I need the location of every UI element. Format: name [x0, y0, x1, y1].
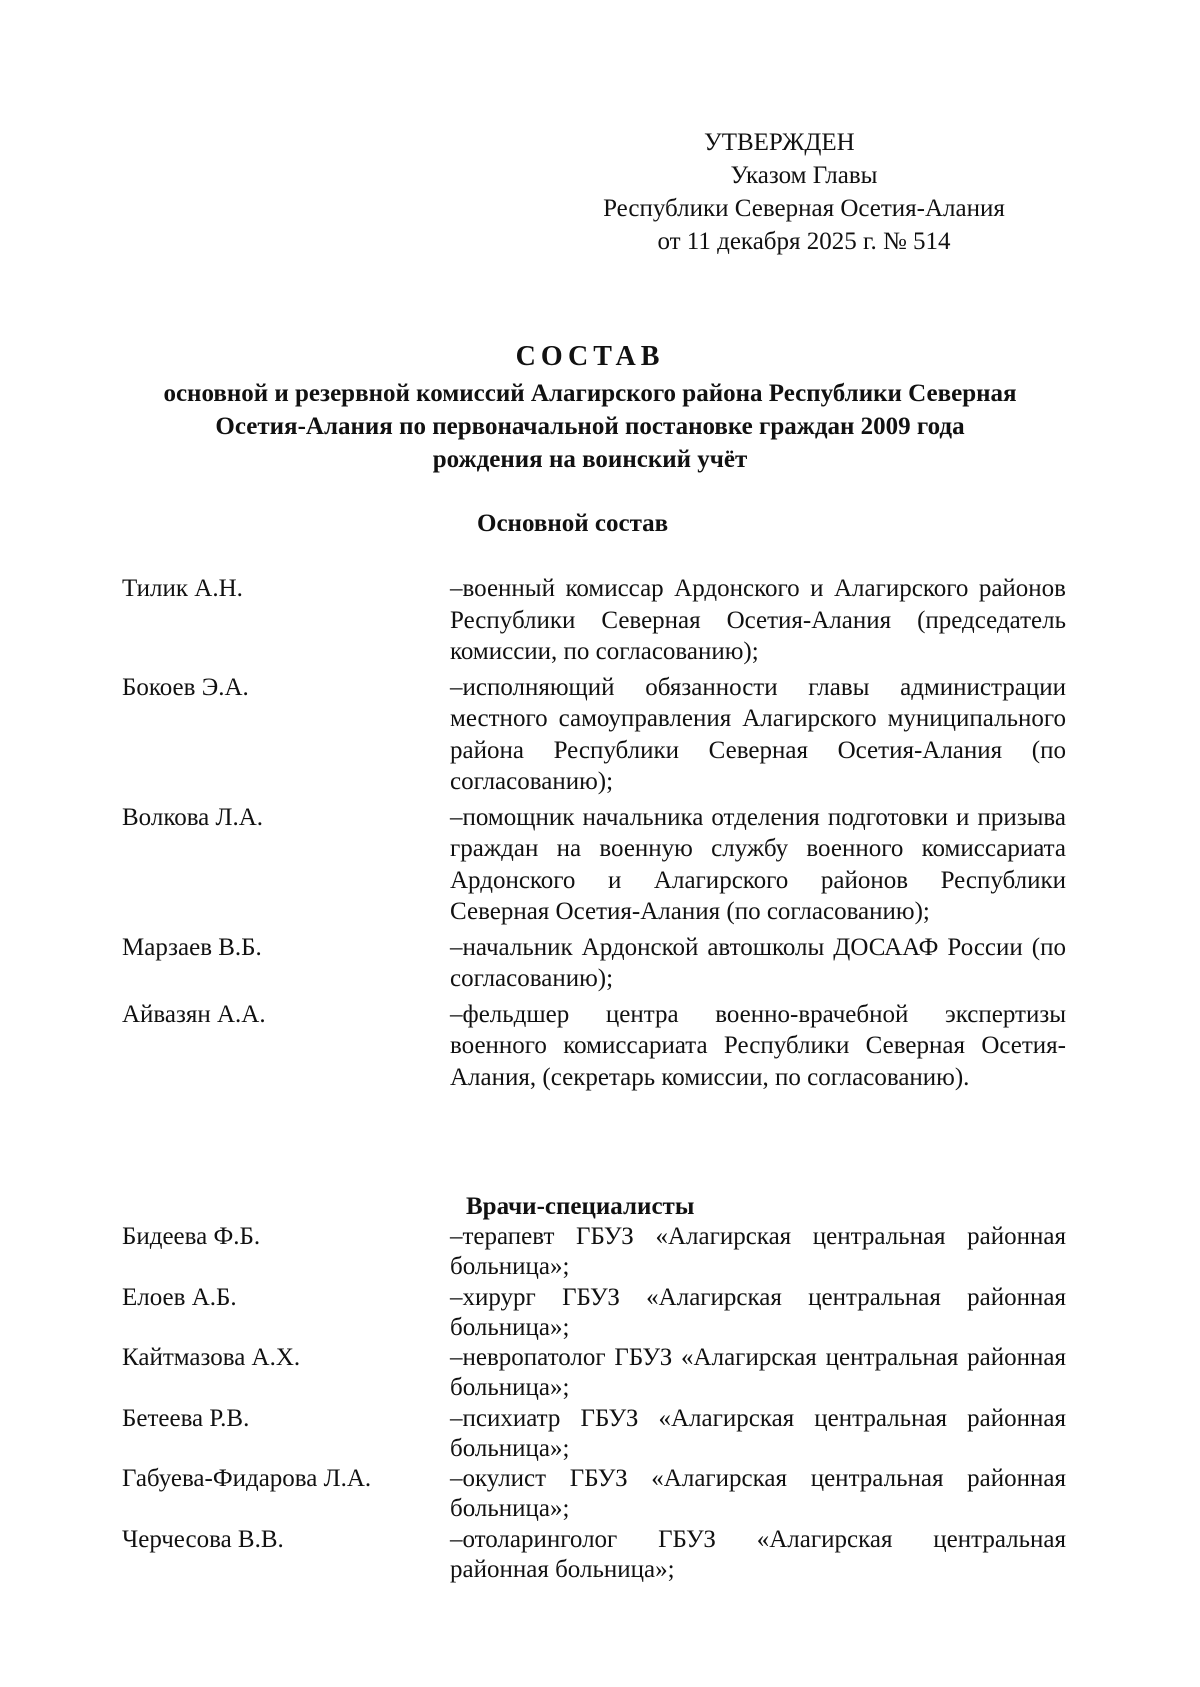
- title-main: СОСТАВ: [515, 341, 665, 372]
- member-role: –помощник начальника отделения подготовки и призыва граждан на военную службу военного комиссариата Ардонского и Алагирского районов Республики Северная Осетия-Алания (по согласованию);: [450, 803, 1066, 925]
- member-role: –военный комиссар Ардонского и Алагирского районов Республики Северная Осетия-Алания (председатель комиссии, по согласованию);: [450, 575, 1066, 665]
- doctors-list: [122, 1222, 1066, 1585]
- approval-region: Республики Северная Осетия-Алания: [603, 195, 1005, 222]
- doctor-role: –невропатолог ГБУЗ «Алагирская центральная районная больница»;: [450, 1344, 1066, 1401]
- member-row: [122, 573, 1066, 668]
- member-name: Тилик А.Н.: [122, 575, 243, 602]
- approval-stamp: [574, 126, 1034, 258]
- doctor-row: [122, 1525, 1066, 1585]
- title-subtitle-line: Осетия-Алания по первоначальной постановке граждан 2009 года: [215, 413, 965, 440]
- title-subtitle: [90, 377, 1090, 476]
- member-role: –исполняющий обязанности главы администрации местного самоуправления Алагирского муниципального района Республики Северная Осетия-Алания (по согласованию);: [450, 673, 1066, 795]
- title-subtitle-line: основной и резервной комиссий Алагирского района Республики Северная: [163, 380, 1017, 407]
- member-name: Марзаев В.Б.: [122, 933, 262, 961]
- approval-authority: Указом Главы: [730, 162, 878, 189]
- doctor-row: [122, 1283, 1066, 1343]
- member-role: –фельдшер центра военно-врачебной экспертизы военного комиссариата Республики Северная Осетия-Алания, (секретарь комиссии, по согласованию).: [450, 1000, 1066, 1091]
- approval-status: УТВЕРЖДЕН: [704, 129, 855, 156]
- member-name: Айвазян А.А.: [122, 1000, 266, 1028]
- doctor-role: –хирург ГБУЗ «Алагирская центральная районная больница»;: [450, 1283, 1066, 1341]
- member-row: [122, 802, 1066, 928]
- doctor-row: [122, 1464, 1066, 1524]
- doctor-role: –окулист ГБУЗ «Алагирская центральная районная больница»;: [450, 1465, 1066, 1522]
- doctor-name: Елоев А.Б.: [122, 1283, 237, 1311]
- doctor-name: Черчесова В.В.: [122, 1525, 284, 1553]
- member-row: [122, 932, 1066, 995]
- main-members-list: [122, 573, 1066, 1097]
- doctor-name: Бетеева Р.В.: [122, 1404, 250, 1432]
- approval-date-number: от 11 декабря 2025 г. № 514: [657, 228, 951, 255]
- title-subtitle-line: рождения на воинский учёт: [432, 446, 748, 473]
- section-heading-doctors: Врачи-специалисты: [466, 1193, 695, 1220]
- member-name: Волкова Л.А.: [122, 803, 264, 831]
- member-row: [122, 999, 1066, 1094]
- section-heading-main: Основной состав: [477, 510, 669, 537]
- doctor-row: [122, 1343, 1066, 1403]
- doctor-role: –терапевт ГБУЗ «Алагирская центральная районная больница»;: [450, 1223, 1066, 1280]
- member-row: [122, 672, 1066, 798]
- doctor-role: –психиатр ГБУЗ «Алагирская центральная районная больница»;: [450, 1404, 1066, 1462]
- doctor-row: [122, 1404, 1066, 1464]
- doctor-name: Кайтмазова А.Х.: [122, 1344, 301, 1371]
- doctor-row: [122, 1222, 1066, 1282]
- doctor-name: Бидеева Ф.Б.: [122, 1223, 261, 1250]
- member-name: Бокоев Э.А.: [122, 673, 249, 701]
- document-title: [90, 337, 1090, 476]
- doctor-name: Габуева-Фидарова Л.А.: [122, 1465, 372, 1492]
- member-role: –начальник Ардонской автошколы ДОСААФ России (по согласованию);: [450, 933, 1066, 992]
- doctor-role: –отоларинголог ГБУЗ «Алагирская центральная районная больница»;: [450, 1525, 1066, 1583]
